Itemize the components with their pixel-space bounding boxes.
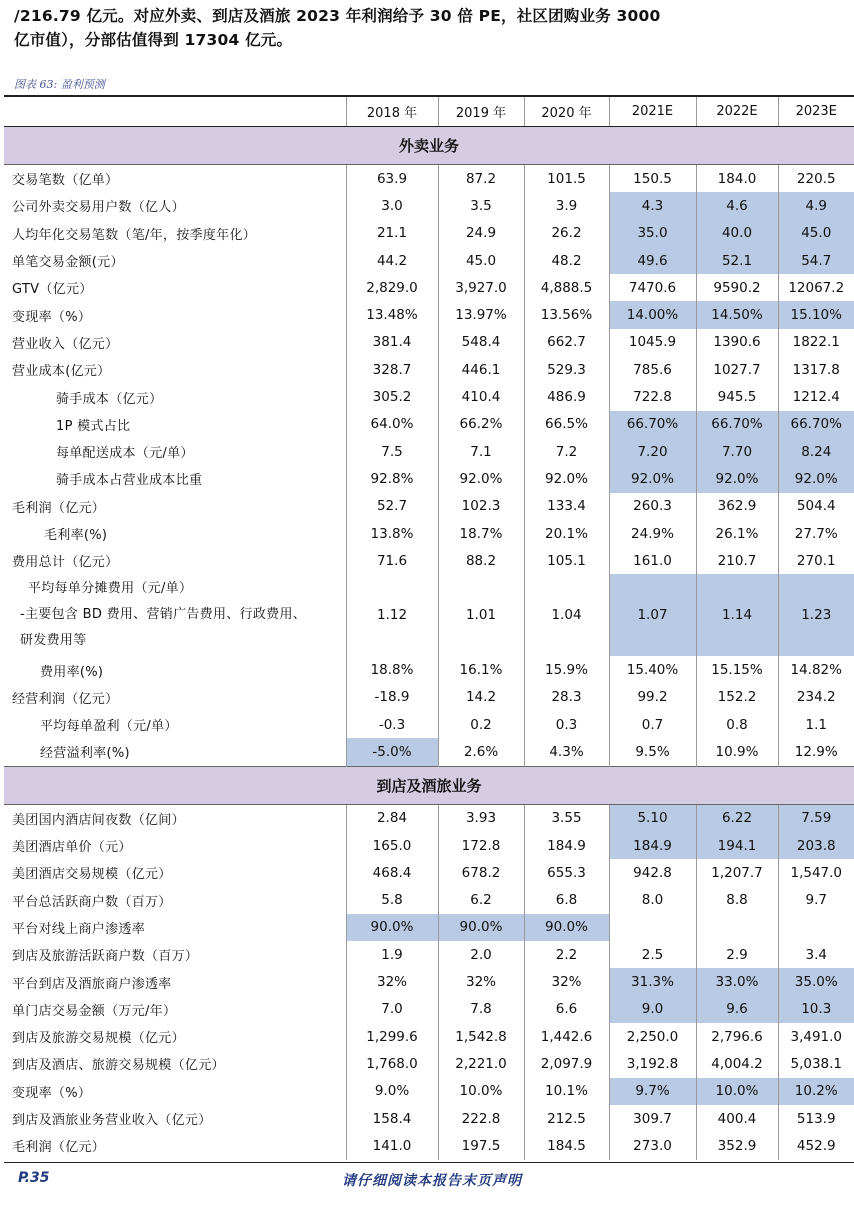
- value-cell: 6.8: [524, 887, 609, 914]
- footer-disclaimer: 请仔细阅读本报告末页声明: [342, 1173, 522, 1189]
- value-cell: -5.0%: [346, 738, 438, 766]
- value-cell: 2,796.6: [696, 1023, 778, 1050]
- value-cell: 1.14: [696, 574, 778, 656]
- table-row: [4, 301, 854, 328]
- table-row: [4, 941, 854, 968]
- header-cell: 2018 年: [346, 96, 438, 127]
- value-cell: 45.0: [778, 220, 854, 247]
- value-cell: 9.7: [778, 887, 854, 914]
- value-cell: 92.0%: [438, 465, 524, 492]
- value-cell: 13.48%: [346, 301, 438, 328]
- page-number: P.35: [18, 1170, 50, 1186]
- value-cell: 3.0: [346, 192, 438, 219]
- value-cell: 92.0%: [696, 465, 778, 492]
- value-cell: 7.20: [609, 438, 696, 465]
- value-cell: 15.15%: [696, 656, 778, 683]
- header-cell: 2021E: [609, 96, 696, 127]
- value-cell: 24.9: [438, 220, 524, 247]
- table-row: [4, 914, 854, 941]
- table-row: [4, 859, 854, 886]
- value-cell: 31.3%: [609, 968, 696, 995]
- row-label: 经营溢利率(%): [40, 746, 130, 762]
- value-cell: 2.9: [696, 941, 778, 968]
- value-cell: 3,491.0: [778, 1023, 854, 1050]
- value-cell: 3.9: [524, 192, 609, 219]
- value-cell: 28.3: [524, 684, 609, 711]
- table-row: [4, 192, 854, 219]
- value-cell: 7.59: [778, 804, 854, 832]
- value-cell: 3.55: [524, 804, 609, 832]
- value-cell: 14.2: [438, 684, 524, 711]
- value-cell: 15.10%: [778, 301, 854, 328]
- value-cell: 2.6%: [438, 738, 524, 766]
- table-row: [4, 738, 854, 766]
- header-cell: 2023E: [778, 96, 854, 127]
- value-cell: 66.70%: [609, 411, 696, 438]
- table-row: [4, 165, 854, 193]
- row-label: 公司外卖交易用户数（亿人）: [12, 200, 185, 216]
- header-cell: [4, 96, 346, 127]
- row-label: 每单配送成本（元/单）: [56, 446, 194, 462]
- value-cell: 48.2: [524, 247, 609, 274]
- value-cell: 66.2%: [438, 411, 524, 438]
- value-cell: 9.6: [696, 996, 778, 1023]
- value-cell: 26.1%: [696, 520, 778, 547]
- header-cell: 2020 年: [524, 96, 609, 127]
- value-cell: 10.3: [778, 996, 854, 1023]
- value-cell: 655.3: [524, 859, 609, 886]
- row-label: 美团国内酒店间夜数（亿间）: [12, 812, 185, 828]
- value-cell: 7.70: [696, 438, 778, 465]
- row-label: 毛利润（亿元）: [12, 500, 106, 516]
- value-cell: 92.0%: [524, 465, 609, 492]
- table-row: [4, 465, 854, 492]
- value-cell: [696, 914, 778, 941]
- value-cell: 10.2%: [778, 1078, 854, 1105]
- table-row: [4, 493, 854, 520]
- value-cell: 184.5: [524, 1132, 609, 1159]
- table-row: [4, 656, 854, 683]
- value-cell: 1.12: [346, 574, 438, 656]
- row-label: 骑手成本占营业成本比重: [56, 473, 203, 489]
- row-label: 骑手成本（亿元）: [56, 391, 163, 407]
- table-row: [4, 574, 854, 656]
- value-cell: 3,927.0: [438, 274, 524, 301]
- row-label: 到店及旅游活跃商户数（百万）: [12, 949, 199, 965]
- value-cell: 381.4: [346, 329, 438, 356]
- value-cell: 678.2: [438, 859, 524, 886]
- intro-line-1: /216.79 亿元。对应外卖、到店及酒旅 2023 年利润给予 30 倍 PE，社区团购业务 3000: [14, 7, 661, 25]
- table-row: [4, 274, 854, 301]
- value-cell: 13.56%: [524, 301, 609, 328]
- value-cell: 15.40%: [609, 656, 696, 683]
- value-cell: 158.4: [346, 1105, 438, 1132]
- value-cell: 71.6: [346, 547, 438, 574]
- value-cell: 3.5: [438, 192, 524, 219]
- value-cell: 10.9%: [696, 738, 778, 766]
- table-row: [4, 356, 854, 383]
- value-cell: 1,542.8: [438, 1023, 524, 1050]
- value-cell: 352.9: [696, 1132, 778, 1159]
- value-cell: 141.0: [346, 1132, 438, 1159]
- value-cell: 32%: [346, 968, 438, 995]
- profit-forecast-table: [4, 95, 854, 1160]
- value-cell: 54.7: [778, 247, 854, 274]
- table-row: [4, 684, 854, 711]
- value-cell: 362.9: [696, 493, 778, 520]
- value-cell: 4.9: [778, 192, 854, 219]
- value-cell: 1,768.0: [346, 1050, 438, 1077]
- value-cell: 0.7: [609, 711, 696, 738]
- value-cell: 2,829.0: [346, 274, 438, 301]
- table-row: [4, 1132, 854, 1159]
- value-cell: 328.7: [346, 356, 438, 383]
- table-caption: 图表 63: 盈利预测: [14, 78, 105, 91]
- header-cell: 2019 年: [438, 96, 524, 127]
- value-cell: 13.97%: [438, 301, 524, 328]
- row-label: 毛利润（亿元）: [12, 1140, 106, 1156]
- row-label-line: 平均每单分摊费用（元/单）: [28, 581, 193, 597]
- value-cell: 18.8%: [346, 656, 438, 683]
- value-cell: 161.0: [609, 547, 696, 574]
- table-row: [4, 1023, 854, 1050]
- value-cell: 1,547.0: [778, 859, 854, 886]
- value-cell: 13.8%: [346, 520, 438, 547]
- value-cell: 6.22: [696, 804, 778, 832]
- value-cell: 52.7: [346, 493, 438, 520]
- row-label: 费用总计（亿元）: [12, 555, 119, 571]
- table-row: [4, 329, 854, 356]
- row-label: 交易笔数（亿单）: [12, 173, 119, 189]
- value-cell: 102.3: [438, 493, 524, 520]
- row-label: 营业收入（亿元）: [12, 336, 119, 352]
- value-cell: 0.8: [696, 711, 778, 738]
- value-cell: 64.0%: [346, 411, 438, 438]
- value-cell: 5.10: [609, 804, 696, 832]
- value-cell: 7.2: [524, 438, 609, 465]
- row-label: 到店及旅游交易规模（亿元）: [12, 1031, 185, 1047]
- value-cell: 10.0%: [438, 1078, 524, 1105]
- value-cell: 44.2: [346, 247, 438, 274]
- row-label: 平台到店及酒旅商户渗透率: [12, 976, 172, 992]
- value-cell: 486.9: [524, 383, 609, 410]
- value-cell: 2,250.0: [609, 1023, 696, 1050]
- value-cell: 150.5: [609, 165, 696, 193]
- value-cell: 90.0%: [346, 914, 438, 941]
- value-cell: 26.2: [524, 220, 609, 247]
- table-row: [4, 832, 854, 859]
- value-cell: 2,097.9: [524, 1050, 609, 1077]
- value-cell: 504.4: [778, 493, 854, 520]
- value-cell: 270.1: [778, 547, 854, 574]
- value-cell: 942.8: [609, 859, 696, 886]
- value-cell: 210.7: [696, 547, 778, 574]
- row-label: 平台对线上商户渗透率: [12, 921, 146, 937]
- value-cell: 1045.9: [609, 329, 696, 356]
- value-cell: -0.3: [346, 711, 438, 738]
- value-cell: 1.9: [346, 941, 438, 968]
- value-cell: 7.5: [346, 438, 438, 465]
- value-cell: 52.1: [696, 247, 778, 274]
- value-cell: 529.3: [524, 356, 609, 383]
- intro-paragraph: [14, 4, 854, 52]
- value-cell: 212.5: [524, 1105, 609, 1132]
- value-cell: 184.0: [696, 165, 778, 193]
- section-header-row: [4, 127, 854, 165]
- row-label-line: 研发费用等: [20, 633, 87, 649]
- value-cell: 99.2: [609, 684, 696, 711]
- table-row: [4, 1078, 854, 1105]
- value-cell: 446.1: [438, 356, 524, 383]
- value-cell: 172.8: [438, 832, 524, 859]
- value-cell: 66.70%: [696, 411, 778, 438]
- value-cell: 1.1: [778, 711, 854, 738]
- value-cell: 722.8: [609, 383, 696, 410]
- value-cell: 234.2: [778, 684, 854, 711]
- table-row: [4, 220, 854, 247]
- value-cell: 63.9: [346, 165, 438, 193]
- row-label: 1P 模式占比: [56, 418, 131, 434]
- value-cell: 260.3: [609, 493, 696, 520]
- row-label: 费用率(%): [40, 664, 104, 680]
- value-cell: 1027.7: [696, 356, 778, 383]
- value-cell: 203.8: [778, 832, 854, 859]
- value-cell: 1,207.7: [696, 859, 778, 886]
- value-cell: 0.3: [524, 711, 609, 738]
- value-cell: 4.3: [609, 192, 696, 219]
- value-cell: 14.50%: [696, 301, 778, 328]
- row-label-line: -主要包含 BD 费用、营销广告费用、行政费用、: [20, 607, 307, 623]
- value-cell: 2,221.0: [438, 1050, 524, 1077]
- row-label: 变现率（%）: [12, 309, 92, 325]
- row-label: 经营利润（亿元）: [12, 691, 119, 707]
- value-cell: 35.0: [609, 220, 696, 247]
- value-cell: 10.1%: [524, 1078, 609, 1105]
- value-cell: 88.2: [438, 547, 524, 574]
- row-label: 美团酒店交易规模（亿元）: [12, 867, 172, 883]
- value-cell: 452.9: [778, 1132, 854, 1159]
- value-cell: 220.5: [778, 165, 854, 193]
- value-cell: 27.7%: [778, 520, 854, 547]
- value-cell: [609, 914, 696, 941]
- value-cell: 6.2: [438, 887, 524, 914]
- table-row: [4, 887, 854, 914]
- value-cell: 4,004.2: [696, 1050, 778, 1077]
- value-cell: 10.0%: [696, 1078, 778, 1105]
- value-cell: 4.6: [696, 192, 778, 219]
- value-cell: 90.0%: [438, 914, 524, 941]
- value-cell: 6.6: [524, 996, 609, 1023]
- value-cell: 2.84: [346, 804, 438, 832]
- value-cell: 7.1: [438, 438, 524, 465]
- value-cell: 90.0%: [524, 914, 609, 941]
- table-row: [4, 520, 854, 547]
- value-cell: 1.04: [524, 574, 609, 656]
- value-cell: 12.9%: [778, 738, 854, 766]
- value-cell: 3.4: [778, 941, 854, 968]
- row-label: 变现率（%）: [12, 1085, 92, 1101]
- value-cell: 152.2: [696, 684, 778, 711]
- value-cell: 32%: [524, 968, 609, 995]
- value-cell: 35.0%: [778, 968, 854, 995]
- value-cell: 222.8: [438, 1105, 524, 1132]
- row-label: 平均每单盈利（元/单）: [40, 719, 178, 735]
- section-header-row: [4, 766, 854, 804]
- value-cell: 1212.4: [778, 383, 854, 410]
- table-header-row: [4, 96, 854, 127]
- value-cell: 4,888.5: [524, 274, 609, 301]
- table-row: [4, 804, 854, 832]
- value-cell: 105.1: [524, 547, 609, 574]
- value-cell: 45.0: [438, 247, 524, 274]
- table-row: [4, 968, 854, 995]
- row-label: GTV（亿元）: [12, 282, 93, 298]
- value-cell: 8.24: [778, 438, 854, 465]
- value-cell: 9.7%: [609, 1078, 696, 1105]
- value-cell: 49.6: [609, 247, 696, 274]
- value-cell: 548.4: [438, 329, 524, 356]
- value-cell: 305.2: [346, 383, 438, 410]
- value-cell: 33.0%: [696, 968, 778, 995]
- value-cell: 9.0%: [346, 1078, 438, 1105]
- table-row: [4, 1050, 854, 1077]
- row-label: [4, 574, 346, 656]
- table-row: [4, 247, 854, 274]
- value-cell: 273.0: [609, 1132, 696, 1159]
- value-cell: 9.5%: [609, 738, 696, 766]
- value-cell: 197.5: [438, 1132, 524, 1159]
- value-cell: 14.00%: [609, 301, 696, 328]
- table-row: [4, 996, 854, 1023]
- value-cell: 194.1: [696, 832, 778, 859]
- section-title: 外卖业务: [4, 127, 854, 165]
- value-cell: 8.8: [696, 887, 778, 914]
- value-cell: 32%: [438, 968, 524, 995]
- value-cell: 101.5: [524, 165, 609, 193]
- value-cell: 21.1: [346, 220, 438, 247]
- value-cell: 14.82%: [778, 656, 854, 683]
- value-cell: 18.7%: [438, 520, 524, 547]
- value-cell: 24.9%: [609, 520, 696, 547]
- value-cell: 66.70%: [778, 411, 854, 438]
- value-cell: 92.0%: [778, 465, 854, 492]
- row-label: 单笔交易金额(元）: [12, 255, 124, 271]
- value-cell: 1.01: [438, 574, 524, 656]
- row-label: 美团酒店单价（元）: [12, 840, 132, 856]
- value-cell: -18.9: [346, 684, 438, 711]
- value-cell: 92.8%: [346, 465, 438, 492]
- value-cell: 184.9: [609, 832, 696, 859]
- value-cell: 945.5: [696, 383, 778, 410]
- value-cell: 662.7: [524, 329, 609, 356]
- value-cell: 133.4: [524, 493, 609, 520]
- value-cell: 2.5: [609, 941, 696, 968]
- value-cell: 87.2: [438, 165, 524, 193]
- value-cell: 1,299.6: [346, 1023, 438, 1050]
- row-label: 营业成本(亿元）: [12, 364, 111, 380]
- value-cell: 3,192.8: [609, 1050, 696, 1077]
- value-cell: 12067.2: [778, 274, 854, 301]
- value-cell: 1822.1: [778, 329, 854, 356]
- table-row: [4, 438, 854, 465]
- value-cell: 15.9%: [524, 656, 609, 683]
- value-cell: 1.23: [778, 574, 854, 656]
- row-label: 到店及酒店、旅游交易规模（亿元）: [12, 1058, 225, 1074]
- value-cell: 40.0: [696, 220, 778, 247]
- value-cell: 1317.8: [778, 356, 854, 383]
- section-title: 到店及酒旅业务: [4, 766, 854, 804]
- value-cell: 0.2: [438, 711, 524, 738]
- value-cell: 5,038.1: [778, 1050, 854, 1077]
- value-cell: 1.07: [609, 574, 696, 656]
- value-cell: 165.0: [346, 832, 438, 859]
- table-row: [4, 1105, 854, 1132]
- value-cell: 9590.2: [696, 274, 778, 301]
- value-cell: 5.8: [346, 887, 438, 914]
- value-cell: 400.4: [696, 1105, 778, 1132]
- value-cell: 9.0: [609, 996, 696, 1023]
- value-cell: 309.7: [609, 1105, 696, 1132]
- value-cell: 410.4: [438, 383, 524, 410]
- value-cell: 2.2: [524, 941, 609, 968]
- row-label: 平台总活跃商户数（百万）: [12, 894, 172, 910]
- table-row: [4, 547, 854, 574]
- value-cell: 3.93: [438, 804, 524, 832]
- table-row: [4, 411, 854, 438]
- value-cell: 2.0: [438, 941, 524, 968]
- value-cell: 1390.6: [696, 329, 778, 356]
- value-cell: 16.1%: [438, 656, 524, 683]
- row-label: 到店及酒旅业务营业收入（亿元）: [12, 1113, 212, 1129]
- intro-line-2: 亿市值），分部估值得到 17304 亿元。: [14, 31, 293, 49]
- value-cell: 92.0%: [609, 465, 696, 492]
- header-cell: 2022E: [696, 96, 778, 127]
- value-cell: 468.4: [346, 859, 438, 886]
- value-cell: 7.0: [346, 996, 438, 1023]
- value-cell: 20.1%: [524, 520, 609, 547]
- value-cell: 785.6: [609, 356, 696, 383]
- value-cell: 8.0: [609, 887, 696, 914]
- value-cell: 66.5%: [524, 411, 609, 438]
- table-row: [4, 711, 854, 738]
- value-cell: 1,442.6: [524, 1023, 609, 1050]
- row-label: 单门店交易金额（万元/年）: [12, 1003, 177, 1019]
- footer-divider: [4, 1162, 854, 1163]
- row-label: 人均年化交易笔数（笔/年，按季度年化）: [12, 227, 257, 243]
- value-cell: 184.9: [524, 832, 609, 859]
- value-cell: 7470.6: [609, 274, 696, 301]
- value-cell: 513.9: [778, 1105, 854, 1132]
- value-cell: 4.3%: [524, 738, 609, 766]
- value-cell: [778, 914, 854, 941]
- value-cell: 7.8: [438, 996, 524, 1023]
- table-row: [4, 383, 854, 410]
- row-label: 毛利率(%): [44, 528, 108, 543]
